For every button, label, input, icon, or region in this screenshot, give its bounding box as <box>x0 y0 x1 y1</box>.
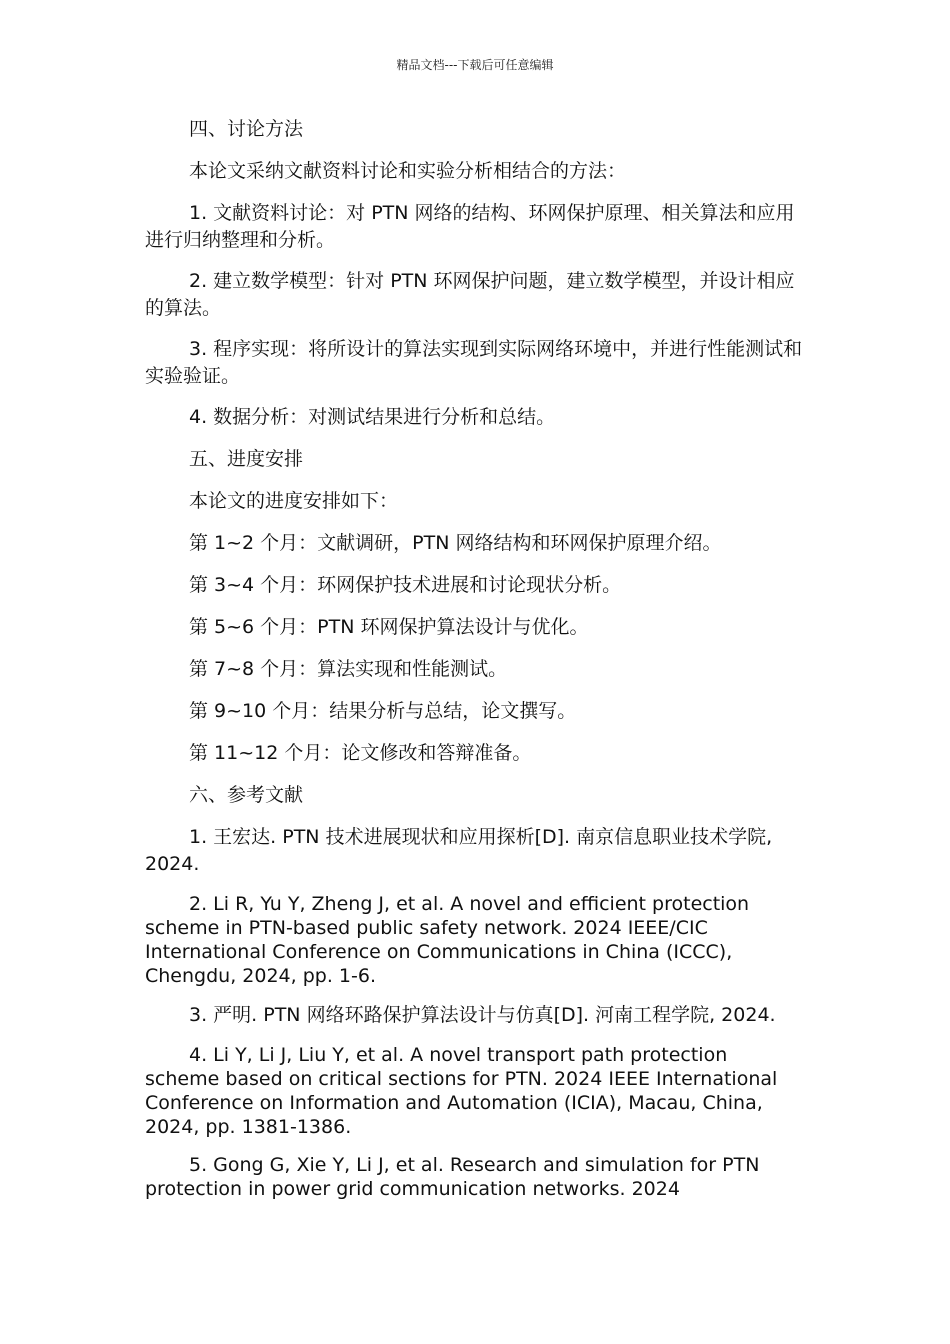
page-header: 精品文档---下载后可任意编辑 <box>396 58 554 72</box>
list-item: 4. 数据分析：对测试结果进行分析和总结。 <box>189 406 556 428</box>
schedule-item: 第 7~8 个月：算法实现和性能测试。 <box>189 658 508 680</box>
reference-item: 1. 王宏达. PTN 技术进展现状和应用探析[D]. 南京信息职业技术学院, 2024. <box>145 826 773 875</box>
schedule-item: 第 3~4 个月：环网保护技术进展和讨论现状分析。 <box>189 574 622 596</box>
reference-item: 5. Gong G, Xie Y, Li J, et al. Research and simulation for PTN protection in power grid communication networks. 2024 <box>145 1154 760 1200</box>
schedule-item: 第 9~10 个月：结果分析与总结，论文撰写。 <box>189 700 577 722</box>
document-body <box>145 116 807 1215</box>
reference-item: 3. 严明. PTN 网络环路保护算法设计与仿真[D]. 河南工程学院, 2024. <box>189 1004 776 1026</box>
paragraph: 本论文的进度安排如下： <box>189 490 399 512</box>
reference-item: 2. Li R, Yu Y, Zheng J, et al. A novel and efficient protection scheme in PTN-based public safety network. 2024 IEEE/CIC International Conference on Communications in China (ICCC), Chengdu, 2024, pp. 1-6. <box>145 893 750 987</box>
schedule-item: 第 5~6 个月：PTN 环网保护算法设计与优化。 <box>189 616 589 638</box>
reference-item: 4. Li Y, Li J, Liu Y, et al. A novel transport path protection scheme based on critical sections for PTN. 2024 IEEE International Conference on Information and Automation (ICIA), Macau, China, 2024, pp. 1381-1386. <box>145 1044 778 1138</box>
section-heading-schedule: 五、进度安排 <box>189 448 304 470</box>
section-heading-methods: 四、讨论方法 <box>189 118 304 140</box>
schedule-item: 第 11~12 个月：论文修改和答辩准备。 <box>189 742 532 764</box>
schedule-item: 第 1~2 个月：文献调研，PTN 网络结构和环网保护原理介绍。 <box>189 532 722 554</box>
section-heading-references: 六、参考文献 <box>189 784 304 806</box>
list-item: 1. 文献资料讨论：对 PTN 网络的结构、环网保护原理、相关算法和应用进行归纳整理和分析。 <box>145 202 795 251</box>
list-item: 2. 建立数学模型：针对 PTN 环网保护问题，建立数学模型，并设计相应的算法。 <box>145 270 795 319</box>
list-item: 3. 程序实现：将所设计的算法实现到实际网络环境中，并进行性能测试和实验验证。 <box>145 338 803 387</box>
paragraph: 本论文采纳文献资料讨论和实验分析相结合的方法： <box>189 160 627 182</box>
